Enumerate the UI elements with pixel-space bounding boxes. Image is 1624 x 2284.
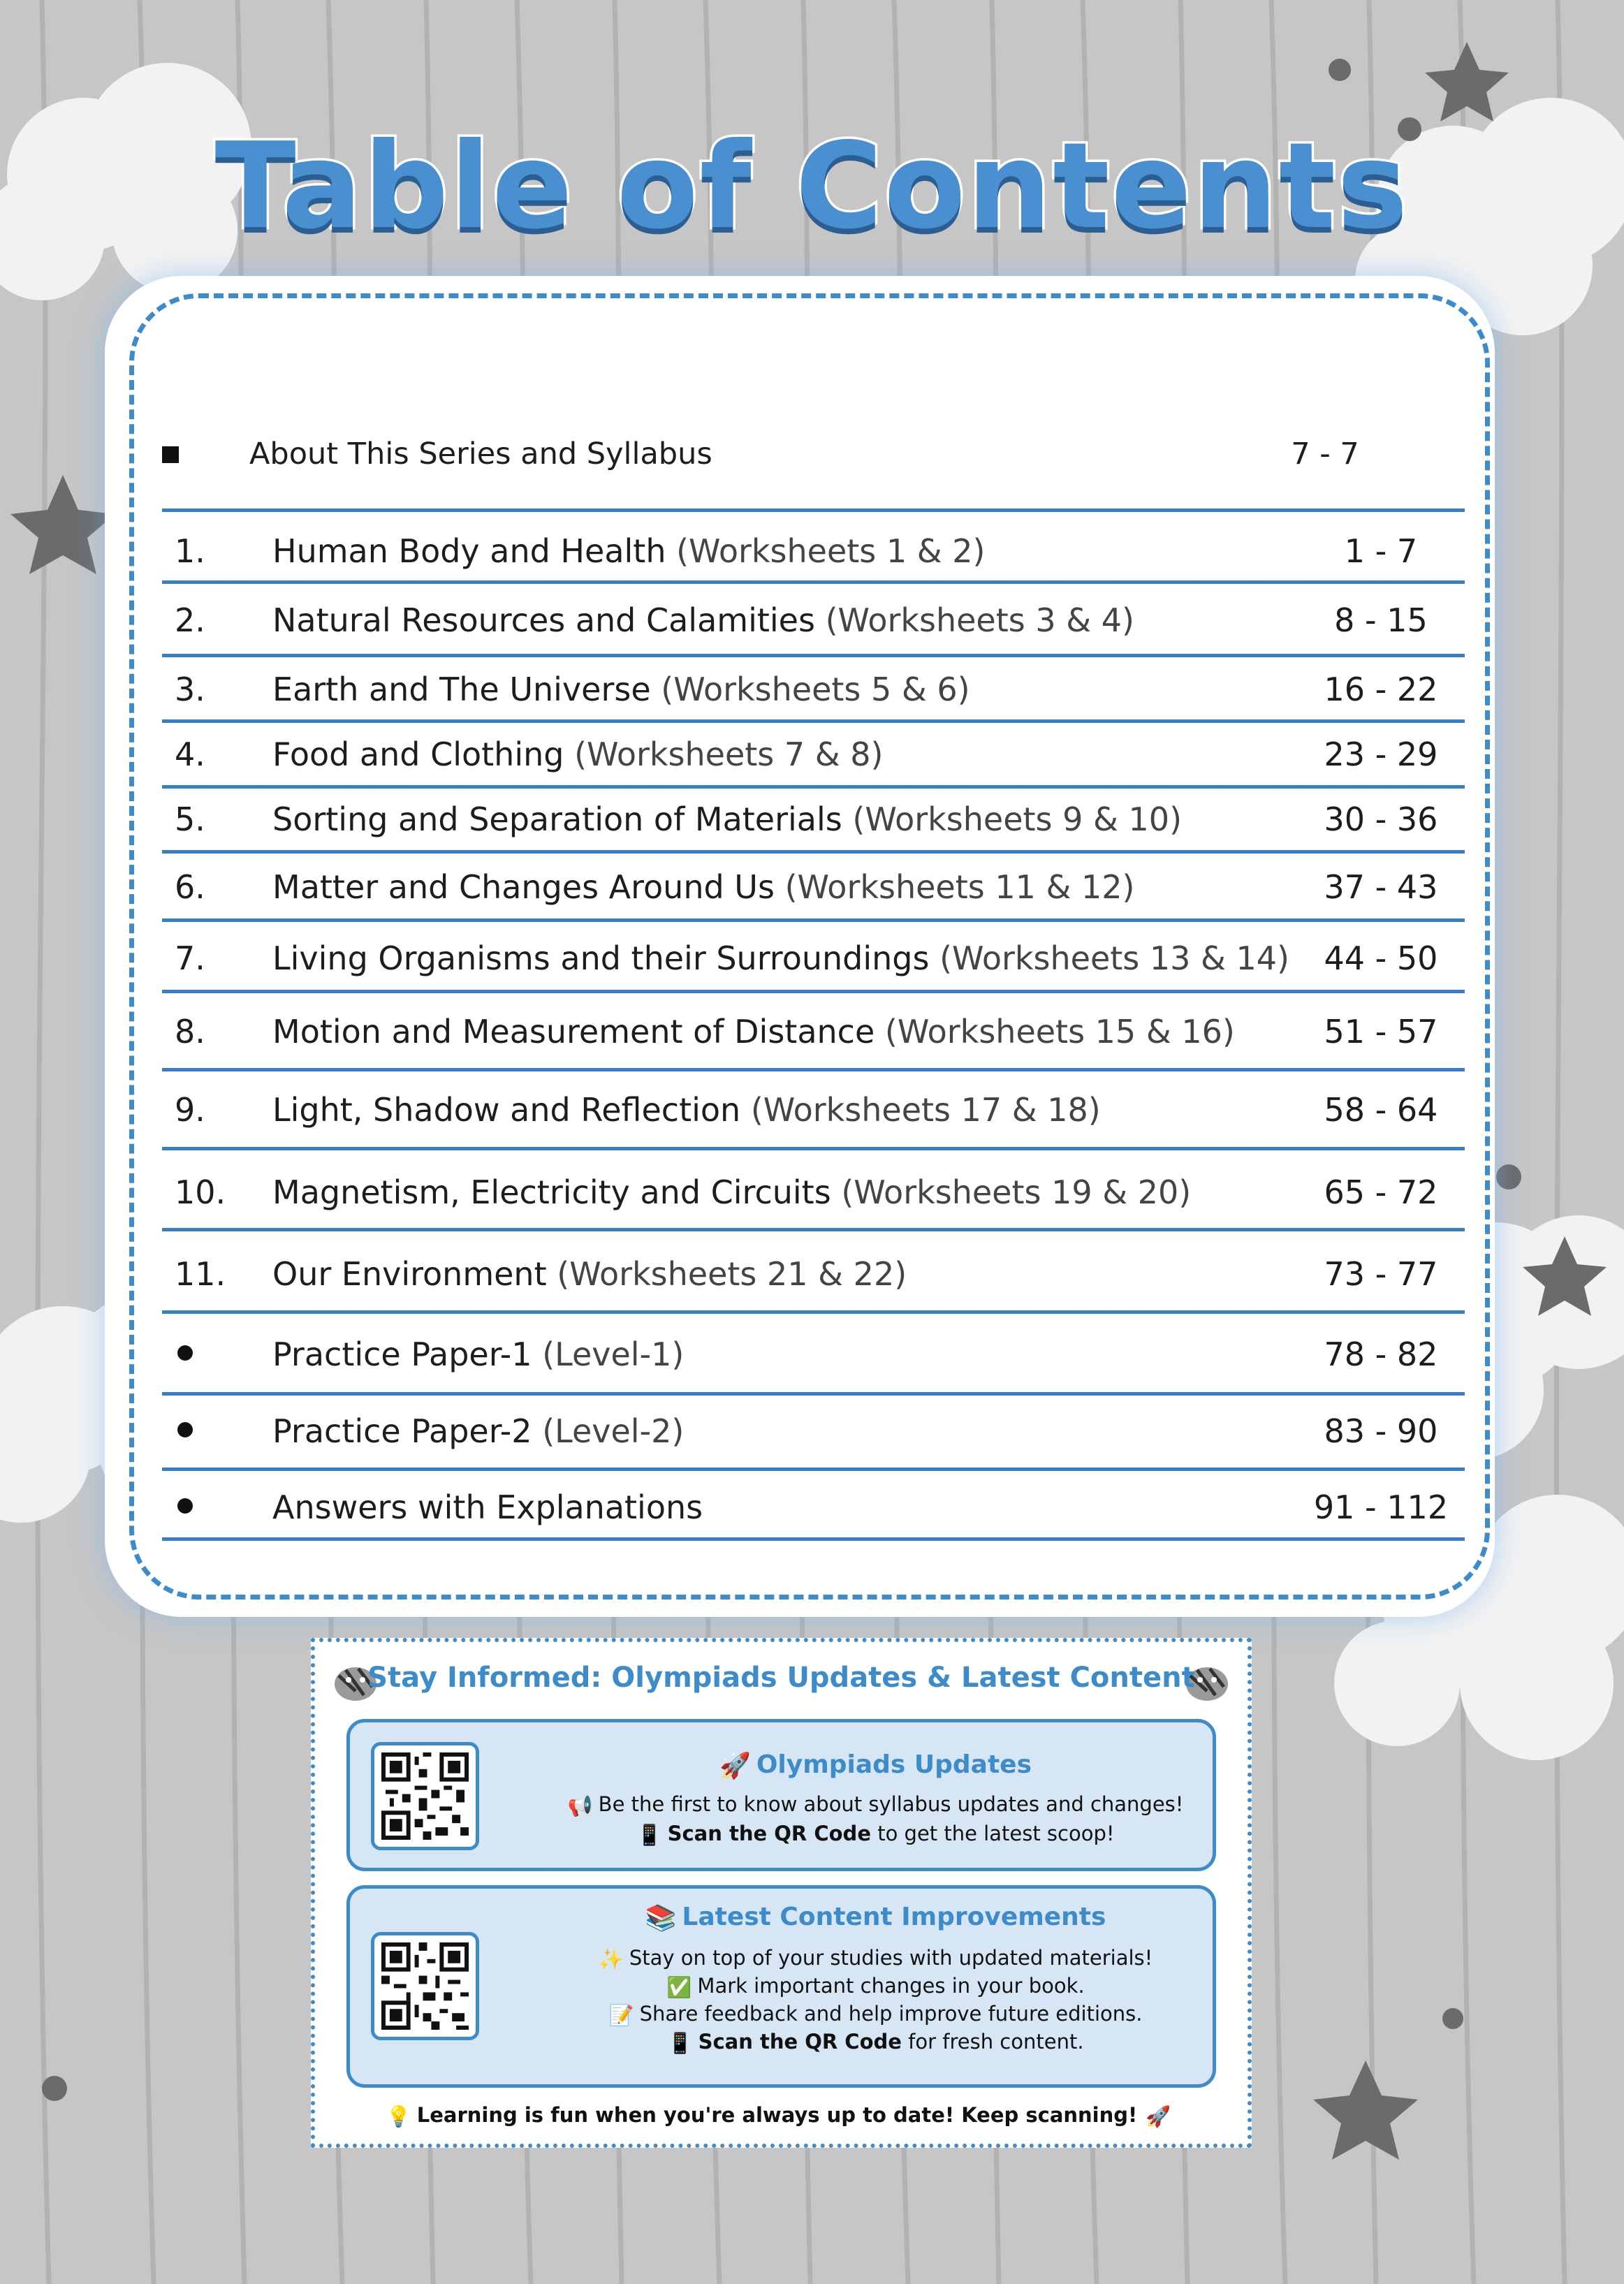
chapter-title: Human Body and Health (Worksheets 1 & 2) [272, 532, 986, 570]
chapter-pages: 16 - 22 [1324, 671, 1438, 708]
toc-row-chapter[interactable] [162, 671, 1465, 723]
toc-row-chapter[interactable] [162, 1173, 1465, 1231]
extra-pages: 78 - 82 [1324, 1335, 1438, 1373]
toc-row-chapter[interactable] [162, 800, 1465, 854]
rocket-icon: 🚀 [1146, 2104, 1171, 2128]
chapter-number: 1. [175, 532, 205, 570]
panel-line: 📢 Be the first to know about syllabus updates and changes! [567, 1792, 1184, 1817]
qr-code-icon [381, 1752, 469, 1840]
toc-row-about[interactable] [162, 437, 1465, 512]
extra-pages: 83 - 90 [1324, 1412, 1438, 1450]
chapter-pages: 37 - 43 [1324, 868, 1438, 906]
qr-code-updates[interactable] [371, 1742, 479, 1850]
round-bullet-icon [177, 1498, 193, 1514]
extra-title: Practice Paper-1 (Level-1) [272, 1335, 685, 1373]
toc-row-chapter[interactable] [162, 1091, 1465, 1150]
chapter-number: 5. [175, 800, 205, 838]
chapter-title: Food and Clothing (Worksheets 7 & 8) [272, 735, 884, 773]
chapter-title: Earth and The Universe (Worksheets 5 & 6) [272, 671, 970, 708]
rocket-icon: 🚀 [719, 1752, 751, 1780]
updates-info-box [311, 1638, 1252, 2148]
round-bullet-icon [177, 1422, 193, 1437]
chapter-pages: 58 - 64 [1324, 1091, 1438, 1129]
toc-row-chapter[interactable] [162, 939, 1465, 993]
toc-row-chapter[interactable] [162, 1255, 1465, 1314]
extra-title: Answers with Explanations [272, 1488, 703, 1526]
toc-row-chapter[interactable] [162, 532, 1465, 584]
qr-code-improvements[interactable] [371, 1932, 479, 2040]
toc-row-extra[interactable] [162, 1412, 1465, 1471]
olympiad-updates-panel [346, 1719, 1216, 1871]
extra-pages: 91 - 112 [1313, 1488, 1449, 1526]
toc-row-pages: 7 - 7 [1291, 437, 1359, 471]
chapter-pages: 30 - 36 [1324, 800, 1438, 838]
chapter-title: Light, Shadow and Reflection (Worksheets 17 & 18) [272, 1091, 1101, 1129]
square-bullet-icon [162, 446, 179, 463]
chapter-number: 4. [175, 735, 205, 773]
chapter-pages: 8 - 15 [1334, 601, 1428, 639]
chapter-number: 6. [175, 868, 205, 906]
toc-row-chapter[interactable] [162, 868, 1465, 922]
panel-line: 📱 Scan the QR Code for fresh content. [667, 2030, 1084, 2055]
chapter-number: 2. [175, 601, 205, 639]
panel-line: ✅ Mark important changes in your book. [666, 1974, 1085, 1999]
qr-code-icon [381, 1942, 469, 2030]
chapter-pages: 73 - 77 [1324, 1255, 1438, 1293]
phone-icon: 📱 [636, 1822, 662, 1847]
panel-line: 📝 Share feedback and help improve future editions. [608, 2002, 1143, 2027]
toc-row-extra[interactable] [162, 1488, 1465, 1541]
info-box-title: Stay Informed: Olympiads Updates & Latest Content [367, 1662, 1195, 1694]
chapter-title: Natural Resources and Calamities (Worksheets 3 & 4) [272, 601, 1134, 639]
chapter-number: 10. [175, 1173, 226, 1211]
chapter-pages: 23 - 29 [1324, 735, 1438, 773]
round-bullet-icon [177, 1345, 193, 1361]
chapter-pages: 51 - 57 [1324, 1013, 1438, 1051]
page-title: Table of Contents [214, 117, 1410, 256]
toc-row-extra[interactable] [162, 1335, 1465, 1396]
chapter-title: Matter and Changes Around Us (Worksheets 11 & 12) [272, 868, 1135, 906]
chapter-pages: 44 - 50 [1324, 939, 1438, 977]
chapter-title: Magnetism, Electricity and Circuits (Worksheets 19 & 20) [272, 1173, 1192, 1211]
chapter-pages: 1 - 7 [1344, 532, 1418, 570]
panel-line: 📱 Scan the QR Code to get the latest scoop! [636, 1822, 1115, 1847]
chapter-pages: 65 - 72 [1324, 1173, 1438, 1211]
content-improvements-panel [346, 1885, 1216, 2088]
chapter-number: 7. [175, 939, 205, 977]
chapter-title: Living Organisms and their Surroundings (Worksheets 13 & 14) [272, 939, 1289, 977]
toc-row-chapter[interactable] [162, 601, 1465, 657]
panel-line: ✨ Stay on top of your studies with updated materials! [598, 1946, 1153, 1971]
toc-row-label: About This Series and Syllabus [249, 437, 712, 471]
books-icon: 📚 [645, 1904, 677, 1933]
megaphone-icon: 📢 [567, 1793, 593, 1817]
lightbulb-icon: 💡 [386, 2104, 411, 2128]
panel-heading: 🚀 Olympiads Updates [719, 1750, 1032, 1780]
phone-icon: 📱 [667, 2030, 693, 2055]
chapter-number: 3. [175, 671, 205, 708]
checkmark-icon: ✅ [666, 1975, 692, 1999]
chapter-title: Motion and Measurement of Distance (Worksheets 15 & 16) [272, 1013, 1235, 1051]
chapter-title: Sorting and Separation of Materials (Worksheets 9 & 10) [272, 800, 1183, 838]
chapter-number: 8. [175, 1013, 205, 1051]
chapter-title: Our Environment (Worksheets 21 & 22) [272, 1255, 907, 1293]
toc-row-chapter[interactable] [162, 735, 1465, 789]
sparkles-icon: ✨ [598, 1947, 624, 1971]
info-footer: 💡 Learning is fun when you're always up to date! Keep scanning! 🚀 [386, 2103, 1171, 2128]
chapter-number: 9. [175, 1091, 205, 1129]
panel-heading: 📚 Latest Content Improvements [645, 1903, 1106, 1933]
memo-icon: 📝 [608, 2003, 634, 2027]
extra-title: Practice Paper-2 (Level-2) [272, 1412, 685, 1450]
toc-row-chapter[interactable] [162, 1013, 1465, 1071]
chapter-number: 11. [175, 1255, 226, 1293]
